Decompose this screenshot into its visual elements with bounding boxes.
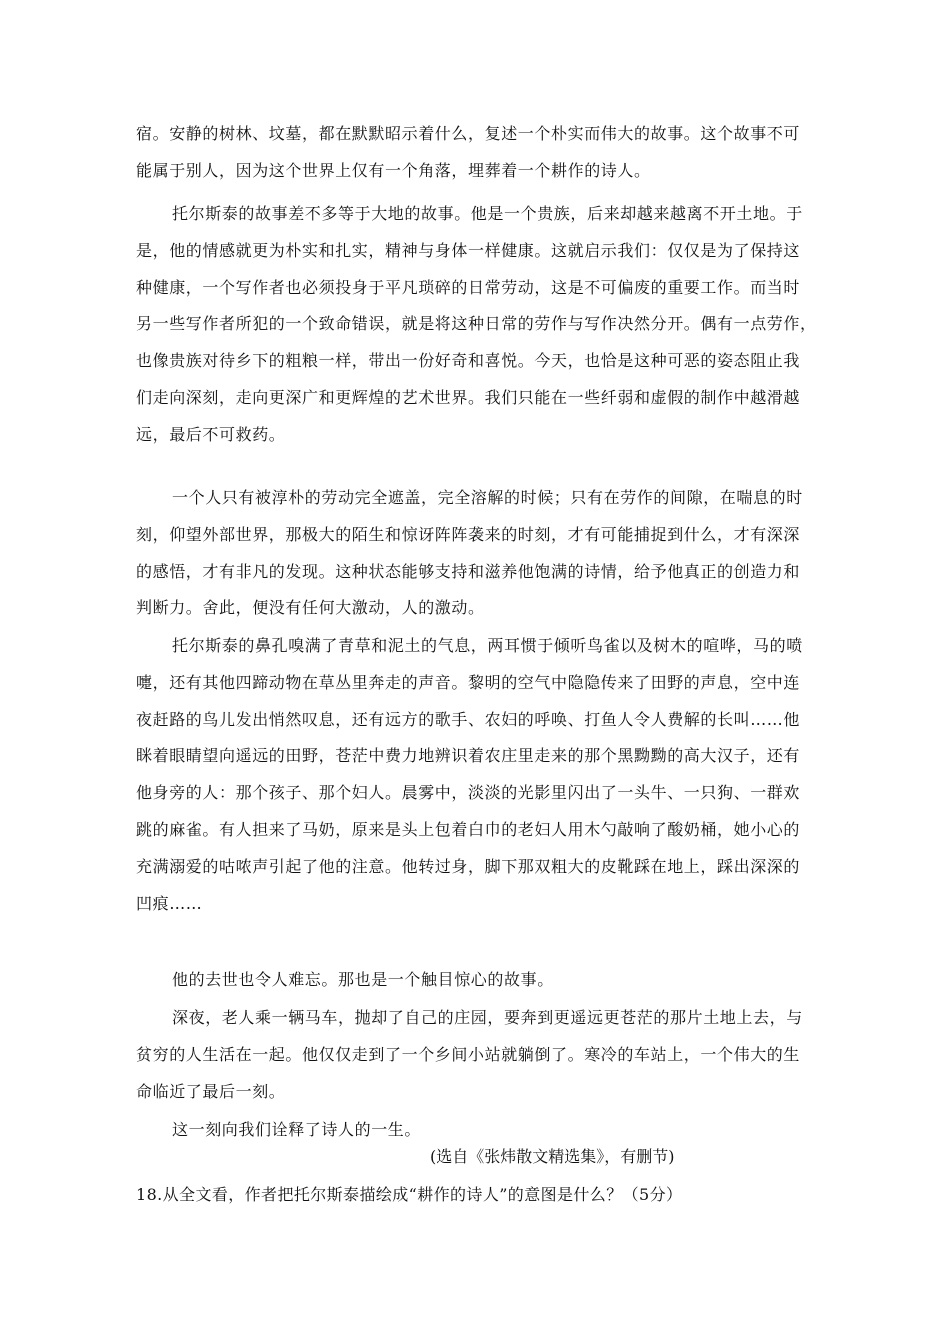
text-line: 凹痕…… <box>136 893 203 913</box>
text-line: 也像贵族对待乡下的粗粮一样，带出一份好奇和喜悦。今天，也恰是这种可恶的姿态阻止我 <box>136 351 801 371</box>
text-line: 这一刻向我们诠释了诗人的一生。 <box>172 1120 422 1139</box>
text-line: 眯着眼睛望向遥远的田野，苍茫中费力地辨识着农庄里走来的那个黑黝黝的高大汉子，还有 <box>136 746 801 766</box>
text-line: 宿。安静的树林、坟墓，都在默默昭示着什么，复述一个朴实而伟大的故事。这个故事不可 <box>136 124 801 143</box>
passage-paragraph-6 <box>136 1000 826 1110</box>
passage-paragraph-3 <box>136 480 826 627</box>
text-line: 充满溺爱的咕哝声引起了他的注意。他转过身，脚下那双粗大的皮靴踩在地上，踩出深深的 <box>136 856 801 876</box>
text-line: 跳的麻雀。有人担来了马奶，原来是头上包着白巾的老妇人用木勺敲响了酸奶桶，她小心的 <box>136 819 801 839</box>
text-line: 他身旁的人：那个孩子、那个妇人。晨雾中，淡淡的光影里闪出了一头牛、一只狗、一群欢 <box>136 783 801 803</box>
passage-paragraph-2 <box>136 196 826 454</box>
text-line: 贫穷的人生活在一起。他仅仅走到了一个乡间小站就躺倒了。寒冷的车站上，一个伟大的生 <box>136 1044 801 1064</box>
text-line: 刻，仰望外部世界，那极大的陌生和惊讶阵阵袭来的时刻，才有可能捕捉到什么，才有深深 <box>136 524 801 544</box>
text-line: 的感悟，才有非凡的发现。这种状态能够支持和滋养他饱满的诗情，给予他真正的创造力和 <box>136 561 801 581</box>
source-citation: (选自《张炜散文精选集》，有删节) <box>430 1147 675 1166</box>
text-line: 判断力。舍此，便没有任何大激动，人的激动。 <box>136 598 485 618</box>
text-line: 嚏，还有其他四蹄动物在草丛里奔走的声音。黎明的空气中隐隐传来了田野的声息，空中连 <box>136 672 801 692</box>
text-line: 能属于别人，因为这个世界上仅有一个角落，埋葬着一个耕作的诗人。 <box>136 160 651 180</box>
text-line: 他的去世也令人难忘。那也是一个触目惊心的故事。 <box>172 970 554 989</box>
text-line: 一个人只有被淳朴的劳动完全遮盖，完全溶解的时候；只有在劳作的间隙，在喘息的时 <box>172 488 803 507</box>
text-line: 是，他的情感就更为朴实和扎实，精神与身体一样健康。这就启示我们：仅仅是为了保持这 <box>136 240 801 260</box>
text-line: 托尔斯泰的故事差不多等于大地的故事。他是一个贵族，后来却越来越离不开土地。于 <box>172 204 803 223</box>
text-line: 命临近了最后一刻。 <box>136 1081 286 1101</box>
passage-paragraph-4 <box>136 628 826 922</box>
passage-paragraph-5 <box>136 962 826 999</box>
text-line: 深夜，老人乘一辆马车，抛却了自己的庄园，要奔到更遥远更苍茫的那片土地上去，与 <box>172 1008 803 1027</box>
text-line: 们走向深刻，走向更深广和更辉煌的艺术世界。我们只能在一些纤弱和虚假的制作中越滑越 <box>136 387 801 407</box>
text-line: 种健康，一个写作者也必须投身于平凡琐碎的日常劳动，这是不可偏废的重要工作。而当时 <box>136 277 801 297</box>
text-line: 远，最后不可救药。 <box>136 424 286 444</box>
text-line: 托尔斯泰的鼻孔嗅满了青草和泥土的气息，两耳惯于倾听鸟雀以及树木的喧哗，马的喷 <box>172 636 803 655</box>
text-line: 另一些写作者所犯的一个致命错误，就是将这种日常的劳作与写作决然分开。偶有一点劳作， <box>136 314 817 334</box>
question-18: 18.从全文看，作者把托尔斯泰描绘成“耕作的诗人”的意图是什么？（5分） <box>136 1185 683 1204</box>
passage-paragraph-1 <box>136 116 826 190</box>
text-line: 夜赶路的鸟儿发出悄然叹息，还有远方的歌手、农妇的呼唤、打鱼人令人费解的长叫……他 <box>136 709 801 729</box>
